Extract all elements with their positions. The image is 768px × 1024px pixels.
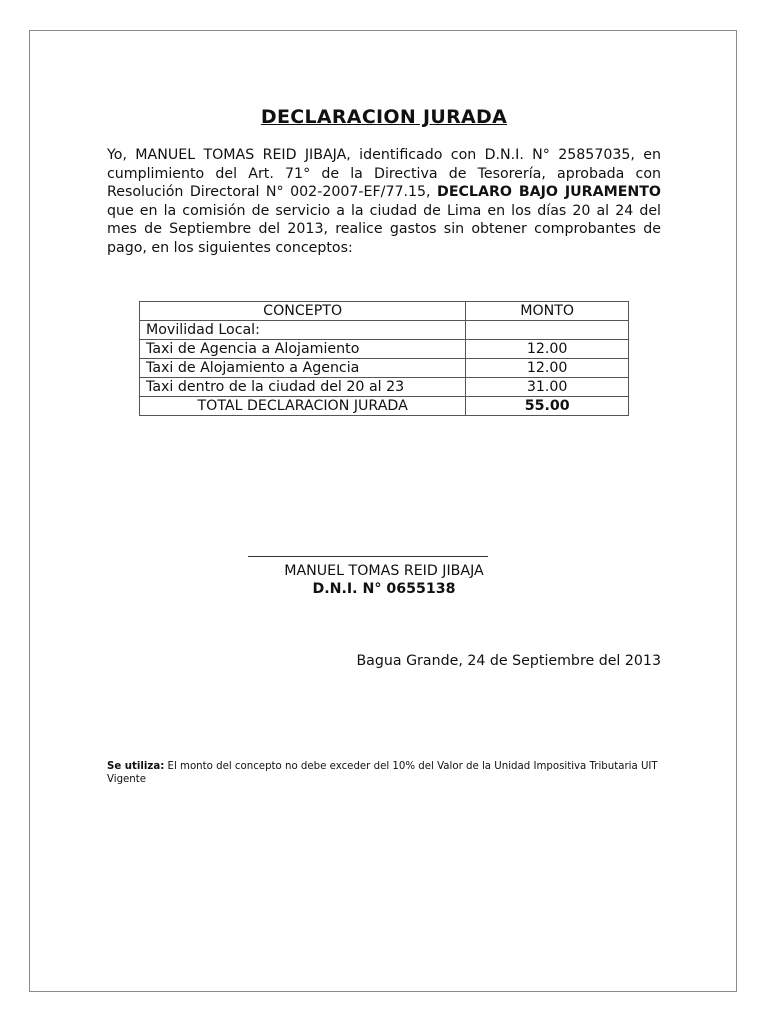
row-amount: 12.00	[466, 340, 629, 359]
row-amount: 12.00	[466, 359, 629, 378]
row-concept: Taxi dentro de la ciudad del 20 al 23	[140, 378, 466, 397]
table-row	[140, 359, 629, 378]
header-amount: MONTO	[466, 302, 629, 321]
row-amount	[466, 321, 629, 340]
paragraph-bold-statement: DECLARO BAJO JURAMENTO	[437, 184, 661, 201]
total-amount: 55.00	[466, 397, 629, 416]
expenses-table	[139, 301, 629, 416]
row-concept: Taxi de Agencia a Alojamiento	[140, 340, 466, 359]
row-concept: Movilidad Local:	[140, 321, 466, 340]
footnote-text: El monto del concepto no debe exceder del 10% del Valor de la Unidad Impositiva Tributaria UIT Vigente	[107, 761, 658, 785]
row-amount: 31.00	[466, 378, 629, 397]
table-header-row	[140, 302, 629, 321]
place-and-date: Bagua Grande, 24 de Septiembre del 2013	[356, 653, 661, 669]
paragraph-text-start: Yo, MANUEL TOMAS REID JIBAJA, identificado con D.N.I. N° 25857035, en cumplimiento del Art. 71° de la Directiva de Tesorería, aprobada con Resolución Directoral N° 002-2007-EF/77.15,	[107, 147, 661, 201]
header-concept: CONCEPTO	[140, 302, 466, 321]
table-row	[140, 321, 629, 340]
declaration-paragraph	[107, 146, 661, 258]
table-total-row	[140, 397, 629, 416]
total-label: TOTAL DECLARACION JURADA	[140, 397, 466, 416]
row-concept: Taxi de Alojamiento a Agencia	[140, 359, 466, 378]
table-row	[140, 340, 629, 359]
footnote	[107, 760, 667, 786]
paragraph-text-end: que en la comisión de servicio a la ciudad de Lima en los días 20 al 24 del mes de Septiembre del 2013, realice gastos sin obtener comprobantes de pago, en los siguientes conceptos:	[107, 202, 661, 256]
document-title: DECLARACION JURADA	[260, 106, 508, 128]
footnote-label: Se utiliza:	[107, 761, 165, 772]
signature-line	[248, 556, 488, 557]
signature-dni: D.N.I. N° 0655138	[312, 581, 456, 597]
table-row	[140, 378, 629, 397]
signature-name: MANUEL TOMAS REID JIBAJA	[284, 563, 484, 579]
